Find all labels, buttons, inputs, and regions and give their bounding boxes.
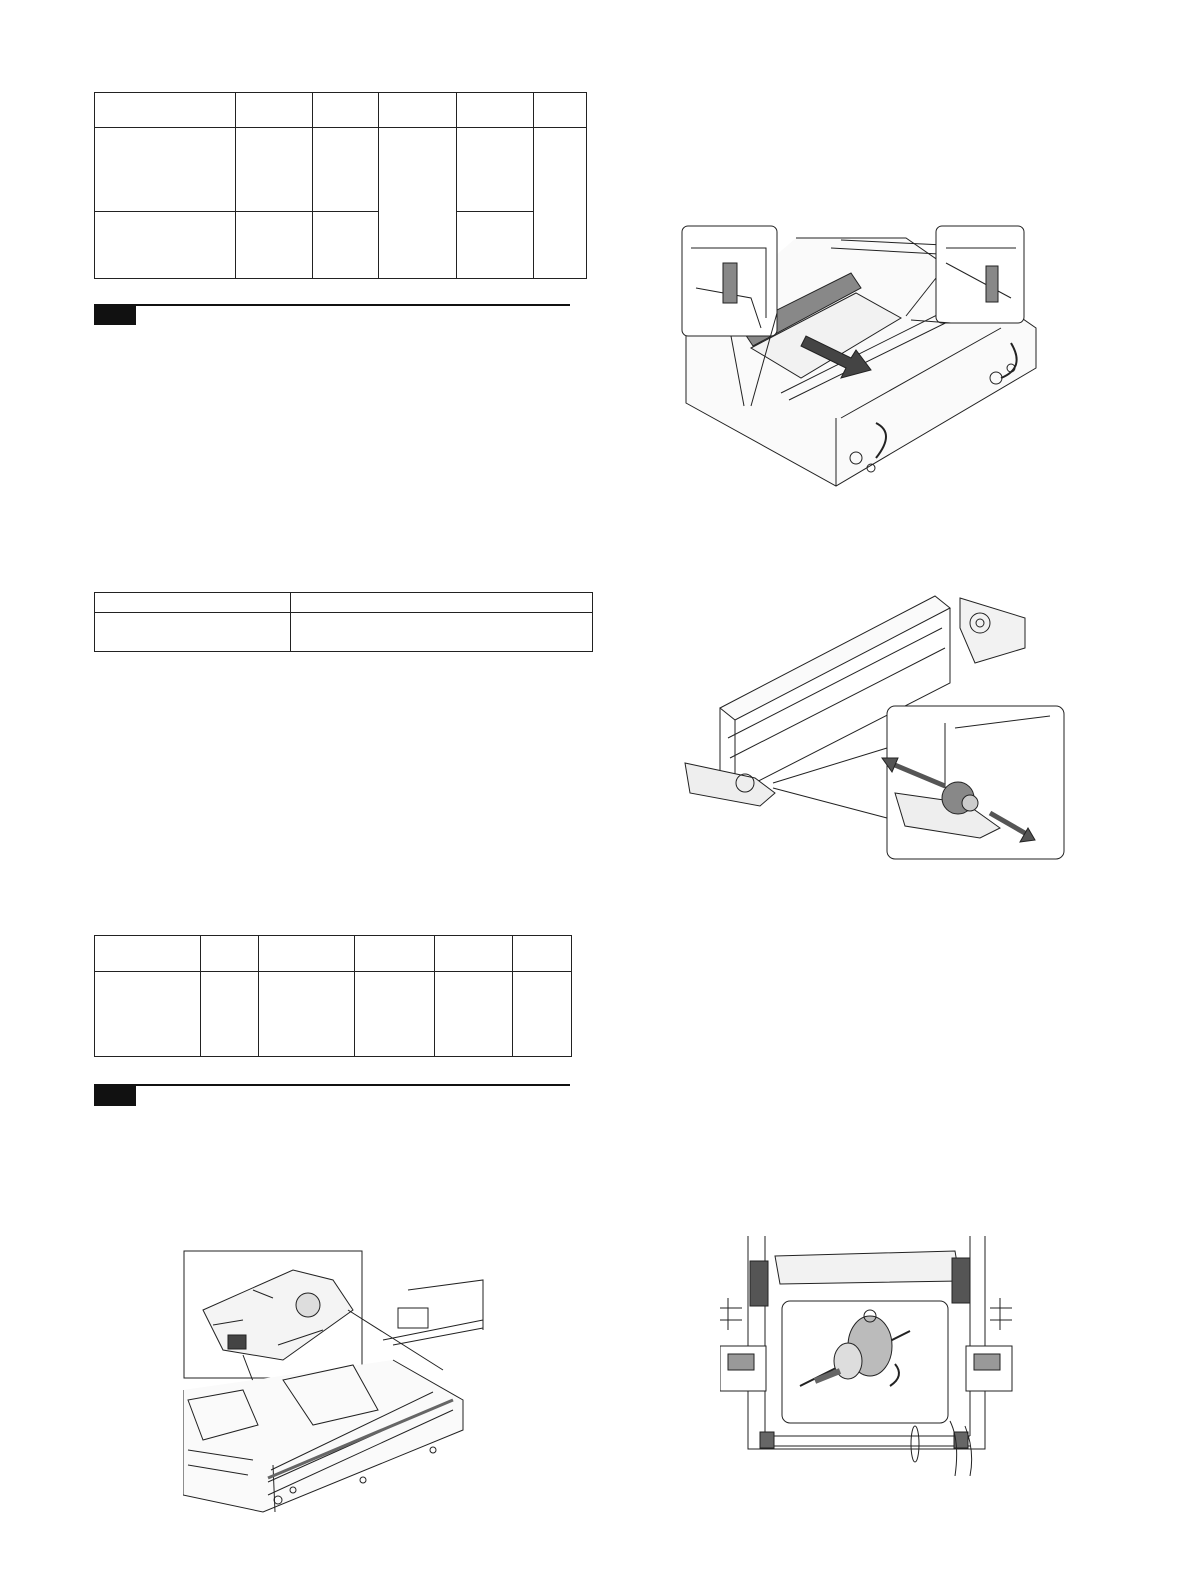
table-header-cell	[201, 936, 259, 972]
table-cell	[95, 212, 236, 279]
table-row	[95, 972, 572, 1057]
table-1	[94, 92, 587, 279]
table-row	[95, 128, 587, 212]
table-row	[95, 593, 593, 613]
table-row	[95, 93, 587, 128]
table-header-cell	[435, 936, 513, 972]
table-cell	[313, 128, 379, 212]
drive-belt-adjustment-figure	[720, 1236, 1020, 1476]
table-row	[95, 212, 587, 279]
note-label-box	[94, 1086, 136, 1106]
table-cell	[457, 128, 534, 212]
note-rule	[94, 1084, 570, 1086]
table-cell	[313, 212, 379, 279]
table-2	[94, 592, 593, 652]
table-cell	[259, 972, 355, 1057]
table-cell	[291, 613, 593, 652]
note-rule	[94, 304, 570, 306]
scanner-unit-tray-figure	[681, 218, 1051, 490]
scanner-frame-detail-figure	[183, 1250, 488, 1515]
table-header-cell	[95, 936, 201, 972]
table-cell	[534, 128, 587, 279]
table-3	[94, 935, 572, 1057]
table-cell	[95, 613, 291, 652]
table-cell	[457, 212, 534, 279]
table-cell	[379, 128, 457, 279]
table-row	[95, 936, 572, 972]
note-label-box	[94, 305, 136, 325]
table-cell	[95, 128, 236, 212]
table-cell	[435, 972, 513, 1057]
table-header-cell	[379, 93, 457, 128]
table-cell	[95, 972, 201, 1057]
table-header-cell	[534, 93, 587, 128]
mirror-base-rail-figure	[680, 588, 1065, 880]
table-header-cell	[95, 593, 291, 613]
table-cell	[355, 972, 435, 1057]
table-header-cell	[457, 93, 534, 128]
table-cell	[236, 212, 313, 279]
table-header-cell	[236, 93, 313, 128]
table-row	[95, 613, 593, 652]
table-header-cell	[259, 936, 355, 972]
table-header-cell	[313, 93, 379, 128]
table-cell	[201, 972, 259, 1057]
table-cell	[513, 972, 572, 1057]
table-header-cell	[355, 936, 435, 972]
table-header-cell	[291, 593, 593, 613]
table-header-cell	[513, 936, 572, 972]
table-cell	[236, 128, 313, 212]
table-header-cell	[95, 93, 236, 128]
